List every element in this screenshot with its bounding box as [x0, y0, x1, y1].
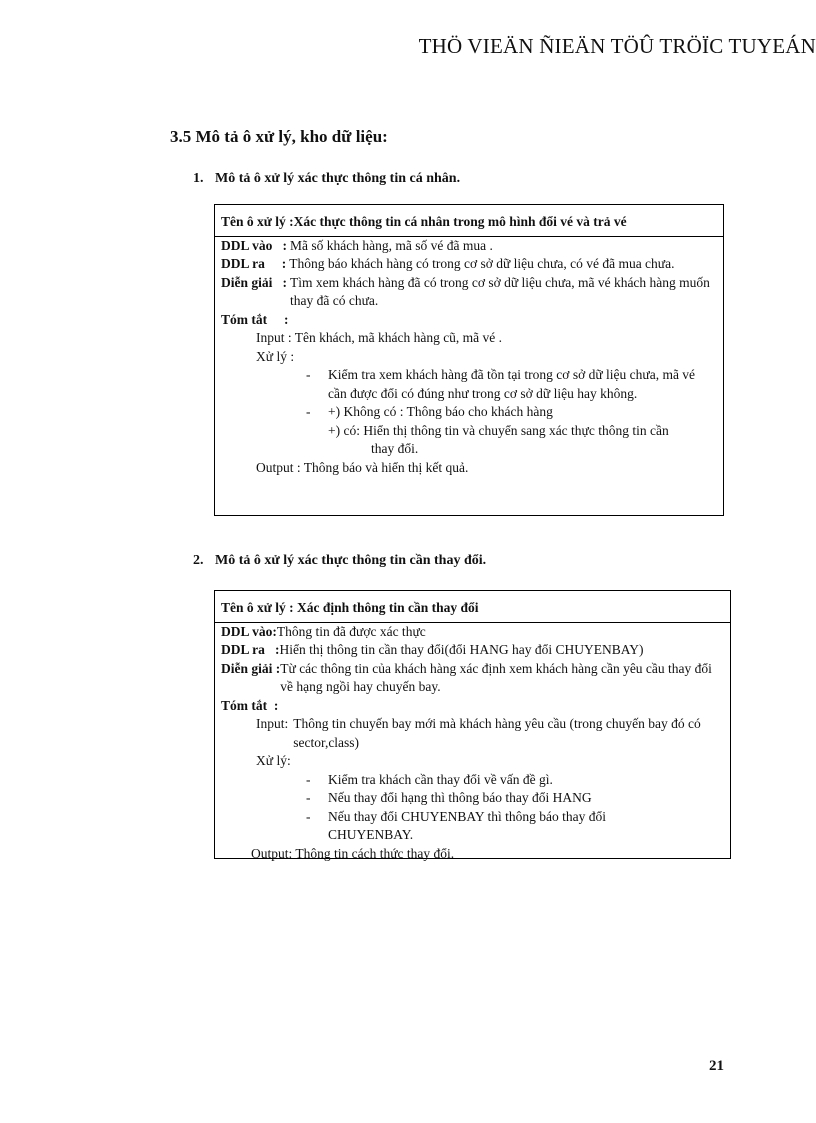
tom-tat-row: [221, 697, 724, 716]
field-label: Diễn giải :: [221, 274, 287, 290]
list-item: [221, 771, 724, 790]
input-value: Thông tin chuyến bay mới mà khách hàng yêu cầu (trong chuyến bay đó có sector,class): [293, 716, 701, 750]
tom-tat-row: [221, 311, 717, 330]
field-label: Tóm tắt :: [221, 311, 289, 327]
table-heading: Tên ô xử lý :Xác thực thông tin cá nhân trong mô hình đổi vé và trả vé: [215, 205, 723, 237]
input-label: Input:: [256, 716, 289, 731]
input-row: [221, 715, 724, 752]
subsection-2-heading: [193, 553, 486, 569]
field-label: Diễn giải :: [221, 660, 281, 676]
subsection-title: Mô tả ô xử lý xác thực thông tin cá nhân.: [215, 171, 461, 186]
ddl-ra-row: [221, 641, 724, 660]
field-label: DDL ra :: [221, 642, 280, 657]
list-item-text: Kiểm tra khách cần thay đổi về vấn đề gì.: [328, 771, 553, 787]
dien-giai-row: [221, 660, 724, 697]
subsection-number: 2.: [193, 553, 204, 568]
list-item-text: Kiểm tra xem khách hàng đã tồn tại trong cơ sở dữ liệu chưa, mã vé cần được đổi có đúng như trong cơ sở dữ liệu hay không.: [328, 367, 696, 401]
list-item-text: +) Không có : Thông báo cho khách hàng: [328, 404, 553, 419]
subsection-1-heading: [193, 171, 460, 187]
list-bullet: -: [306, 771, 311, 787]
field-value: Tìm xem khách hàng đã có trong cơ sở dữ liệu chưa, mã vé khách hàng muốn thay đã có chưa.: [290, 274, 710, 308]
list-item: [221, 366, 717, 403]
field-label: DDL ra :: [221, 256, 287, 271]
field-value: Hiển thị thông tin cần thay đổi(đổi HANG hay đổi CHUYENBAY): [279, 642, 644, 657]
list-subitem-continuation: thay đổi.: [371, 441, 419, 456]
input-line: Input : Tên khách, mã khách hàng cũ, mã vé .: [256, 330, 503, 345]
process-table-2: [214, 590, 731, 859]
output-line: Output : Thông báo và hiển thị kết quả.: [256, 459, 469, 475]
list-subitem-text: +) có: Hiển thị thông tin và chuyển sang xác thực thông tin cần: [328, 422, 669, 438]
dien-giai-row: [221, 274, 717, 311]
list-bullet: -: [306, 808, 311, 824]
running-header: THÖ VIEÄN ÑIEÄN TÖÛ TRÖÏC TUYEÁN: [418, 34, 816, 58]
output-line: Output: Thông tin cách thức thay đổi.: [251, 845, 455, 861]
list-item: [221, 808, 724, 845]
field-value: Thông tin đã được xác thực: [276, 623, 426, 639]
subsection-title: Mô tả ô xử lý xác thực thông tin cần thay đổi.: [215, 553, 487, 568]
field-label: Tóm tắt :: [221, 697, 279, 713]
field-label: DDL vào :: [221, 237, 288, 253]
xu-ly-label: Xử lý :: [256, 348, 295, 364]
field-value: Từ các thông tin của khách hàng xác định xem khách hàng cần yêu cầu thay đổi về hạng ngồi hay chuyến bay.: [280, 660, 712, 694]
list-bullet: -: [306, 367, 311, 382]
table-heading: Tên ô xử lý : Xác định thông tin cần thay đổi: [215, 591, 730, 623]
xu-ly-label: Xử lý:: [256, 753, 291, 768]
list-item-text: Nếu thay đổi CHUYENBAY thì thông báo thay đổi CHUYENBAY.: [328, 808, 606, 842]
ddl-ra-row: [221, 255, 717, 274]
subsection-number: 1.: [193, 171, 204, 186]
list-bullet: -: [306, 790, 311, 805]
ddl-vao-row: [221, 623, 724, 642]
field-value: Mã số khách hàng, mã số vé đã mua .: [290, 237, 493, 253]
list-item: [221, 789, 724, 808]
list-item: [221, 403, 717, 422]
field-label: DDL vào:: [221, 623, 277, 639]
ddl-vao-row: [221, 237, 717, 256]
process-table-1: [214, 204, 724, 516]
page-number: 21: [709, 1058, 724, 1074]
list-bullet: -: [306, 404, 311, 419]
section-title: 3.5 Mô tả ô xử lý, kho dữ liệu:: [170, 127, 388, 146]
field-value: Thông báo khách hàng có trong cơ sở dữ liệu chưa, có vé đã mua chưa.: [289, 256, 675, 271]
list-item-text: Nếu thay đổi hạng thì thông báo thay đổi HANG: [328, 790, 592, 805]
